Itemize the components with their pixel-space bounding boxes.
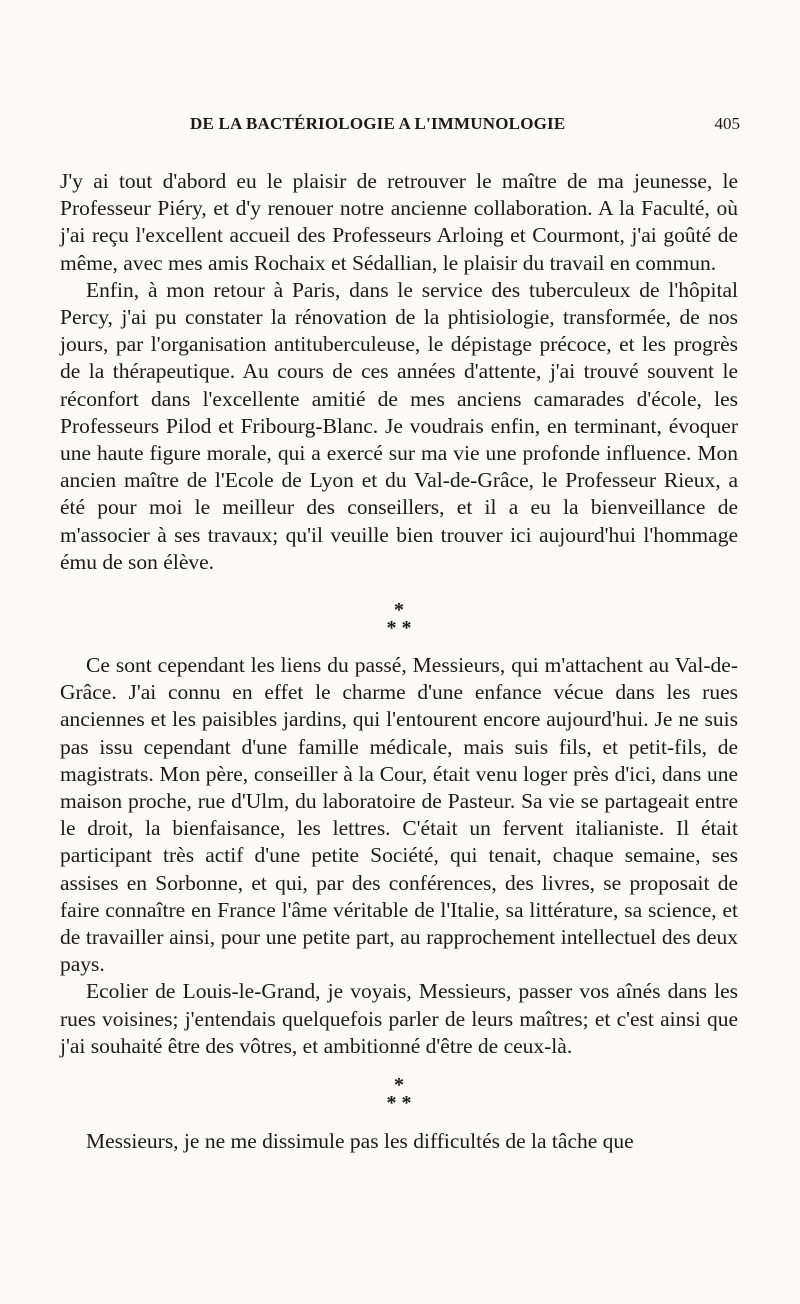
page-body — [60, 168, 738, 1155]
asterism-bottom: * * — [386, 1092, 412, 1115]
paragraph: Ecolier de Louis-le-Grand, je voyais, Messieurs, passer vos aînés dans les rues voisines; j'entendais quelquefois parler de leurs maîtres; et c'est ainsi que j'ai souhaité être des vôtres, et ambitionné d'être de ceux-là. — [60, 979, 738, 1058]
asterism-top: * — [394, 599, 404, 622]
paragraph: Enfin, à mon retour à Paris, dans le service des tuberculeux de l'hôpital Percy, j'ai pu constater la rénovation de la phtisiologie, transformée, de nos jours, par l'organisation antituberculeuse, le dépistage précoce, et les progrès de la thérapeutique. Au cours de ces années d'attente, j'ai trouvé souvent le réconfort dans l'excellente amitié de mes anciens camarades d'école, les Professeurs Pilod et Fribourg-Blanc. Je voudrais enfin, en terminant, évoquer une haute figure morale, qui a exercé sur ma vie une profonde influence. Mon ancien maître de l'Ecole de Lyon et du Val-de-Grâce, le Professeur Rieux, a été pour moi le meilleur des conseillers, et il a eu la bienveillance de m'associer à ses travaux; qu'il veuille bien trouver ici aujourd'hui l'hommage ému de son élève. — [60, 277, 738, 574]
page-header — [60, 114, 740, 140]
asterism-top: * — [394, 1074, 404, 1097]
asterism-bottom: * * — [386, 617, 412, 640]
paragraph: J'y ai tout d'abord eu le plaisir de retrouver le maître de ma jeunesse, le Professeur Piéry, et d'y renouer notre ancienne collaboration. A la Faculté, où j'ai reçu l'excellent accueil des Professeurs Arloing et Courmont, j'ai goûté de même, avec mes amis Rochaix et Sédallian, le plaisir du travail en commun. — [60, 169, 738, 275]
section-separator — [60, 576, 738, 652]
paragraph: Messieurs, je ne me dissimule pas les difficultés de la tâche que — [86, 1129, 634, 1154]
page-number: 405 — [714, 114, 740, 133]
section-separator — [60, 1060, 738, 1128]
running-title: DE LA BACTÉRIOLOGIE A L'IMMUNOLOGIE — [190, 114, 566, 133]
paragraph: Ce sont cependant les liens du passé, Messieurs, qui m'attachent au Val-de-Grâce. J'ai connu en effet le charme d'une enfance vécue dans les rues anciennes et les paisibles jardins, qui l'entourent encore aujourd'hui. Je ne suis pas issu cependant d'une famille médicale, mais suis fils, et petit-fils, de magistrats. Mon père, conseiller à la Cour, était venu loger près d'ici, dans une maison proche, rue d'Ulm, du laboratoire de Pasteur. Sa vie se partageait entre le droit, la bienfaisance, les lettres. C'était un fervent italianiste. Il était participant très actif d'une petite Société, qui tenait, chaque semaine, ses assises en Sorbonne, et qui, par des conférences, des livres, se proposait de faire connaître en France l'âme véritable de l'Italie, sa littérature, sa science, et de travailler ainsi, pour une petite part, au rapprochement intellectuel des deux pays. — [60, 653, 738, 977]
